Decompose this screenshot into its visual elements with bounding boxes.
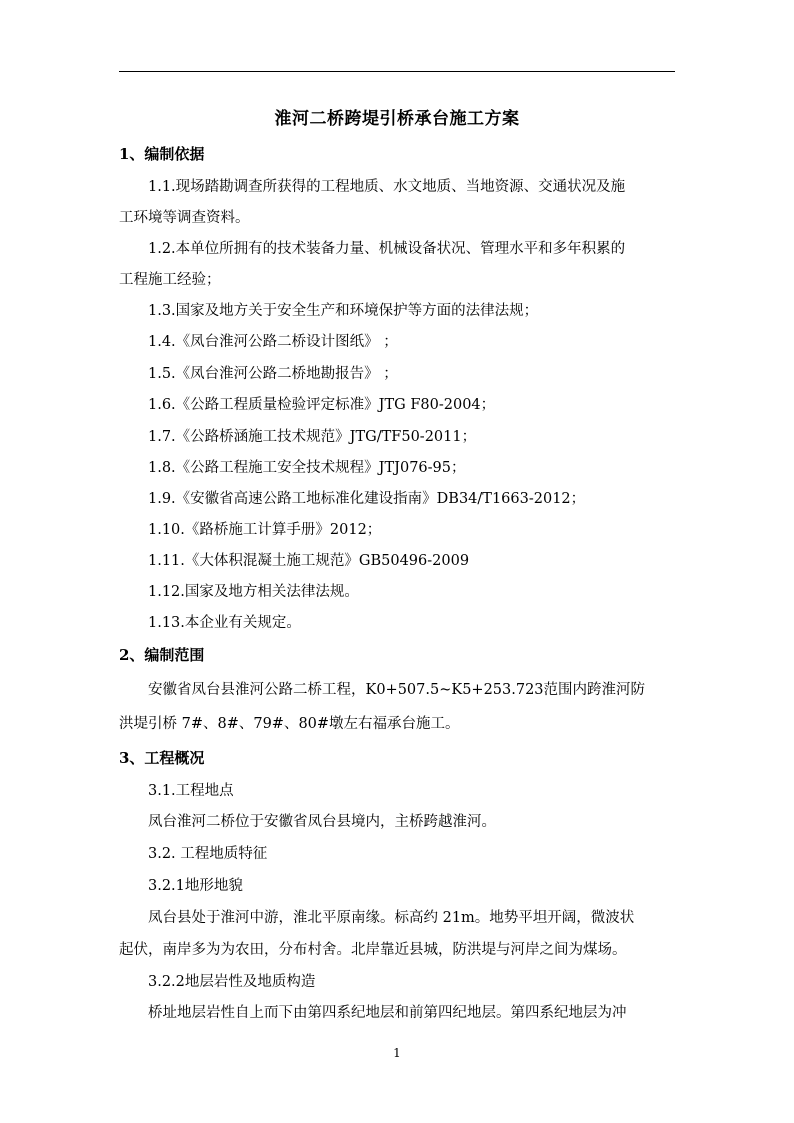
- section-heading: 2、编制范围: [119, 646, 205, 664]
- text-line: 起伏，南岸多为为农田，分布村舍。北岸靠近县城，防洪堤与河岸之间为煤场。: [119, 942, 627, 958]
- section-heading: 1、编制依据: [119, 145, 205, 163]
- header-rule: [119, 71, 675, 72]
- document-title: 淮河二桥跨堤引桥承台施工方案: [274, 109, 520, 129]
- text-line: 3.2.2地层岩性及地质构造: [148, 974, 316, 990]
- text-line: 工程施工经验；: [119, 272, 221, 288]
- text-line: 1.10.《路桥施工计算手册》2012；: [148, 522, 382, 538]
- text-line: 1.8.《公路工程施工安全技术规程》JTJ076-95；: [148, 460, 466, 476]
- text-line: 1.9.《安徽省高速公路工地标准化建设指南》DB34/T1663-2012；: [148, 491, 586, 507]
- text-line: 1.6.《公路工程质量检验评定标准》JTG F80-2004；: [148, 397, 496, 413]
- text-line: 3.2. 工程地质特征: [148, 846, 268, 862]
- text-line: 1.3.国家及地方关于安全生产和环境保护等方面的法律法规；: [148, 303, 539, 319]
- text-line: 1.1.现场踏勘调查所获得的工程地质、水文地质、当地资源、交通状况及施: [148, 179, 626, 195]
- text-line: 工环境等调查资料。: [119, 210, 250, 226]
- text-line: 1.11.《大体积混凝土施工规范》GB50496-2009: [148, 553, 470, 569]
- text-line: 凤台淮河二桥位于安徽省凤台县境内，主桥跨越淮河。: [148, 814, 496, 830]
- text-line: 凤台县处于淮河中游，淮北平原南缘。标高约 21m。地势平坦开阔，微波状: [148, 910, 635, 926]
- text-line: 1.5.《凤台淮河公路二桥地勘报告》 ；: [148, 366, 398, 382]
- text-line: 3.2.1地形地貌: [148, 878, 243, 894]
- text-line: 1.2.本单位所拥有的技术装备力量、机械设备状况、管理水平和多年积累的: [148, 241, 626, 257]
- section-heading: 3、工程概况: [119, 749, 205, 767]
- text-line: 1.7.《公路桥涵施工技术规范》JTG/TF50-2011；: [148, 429, 477, 445]
- text-line: 1.13.本企业有关规定。: [148, 615, 301, 631]
- text-line: 洪堤引桥 7#、8#、79#、80#墩左右福承台施工。: [119, 716, 460, 732]
- text-line: 桥址地层岩性自上而下由第四系纪地层和前第四纪地层。第四系纪地层为冲: [148, 1005, 627, 1021]
- text-line: 3.1.工程地点: [148, 783, 234, 799]
- text-line: 1.12.国家及地方相关法律法规。: [148, 584, 359, 600]
- page-number: 1: [393, 1046, 401, 1060]
- text-line: 安徽省凤台县淮河公路二桥工程，K0+507.5~K5+253.723范围内跨淮河防: [148, 682, 646, 698]
- text-line: 1.4.《凤台淮河公路二桥设计图纸》 ；: [148, 334, 398, 350]
